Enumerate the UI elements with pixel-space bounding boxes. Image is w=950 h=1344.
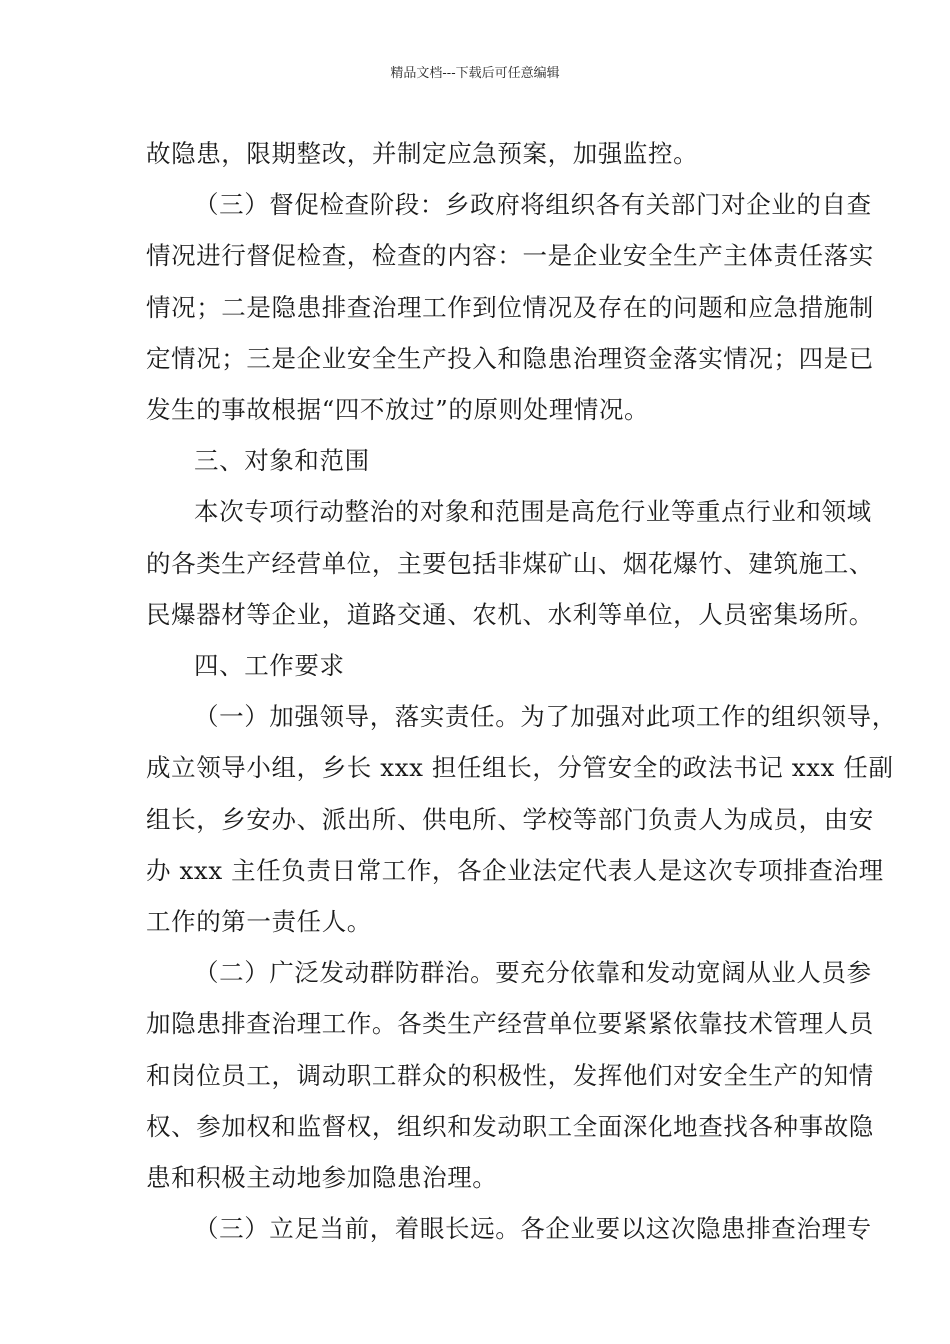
text-line: 工作的第一责任人。 bbox=[146, 907, 372, 937]
text-line: 民爆器材等企业，道路交通、农机、水利等单位，人员密集场所。 bbox=[146, 599, 874, 629]
document-body bbox=[146, 128, 897, 1254]
text-line: 定情况；三是企业安全生产投入和隐患治理资金落实情况；四是已 bbox=[146, 343, 874, 373]
text-line: （三）督促检查阶段：乡政府将组织各有关部门对企业的自查 bbox=[194, 190, 872, 220]
text-line: 组长，乡安办、派出所、供电所、学校等部门负责人为成员，由安 bbox=[146, 804, 874, 834]
text-line: 的各类生产经营单位，主要包括非煤矿山、烟花爆竹、建筑施工、 bbox=[146, 548, 874, 578]
section-heading: 四、工作要求 bbox=[194, 651, 345, 681]
text-line: 权、参加权和监督权，组织和发动职工全面深化地查找各种事故隐 bbox=[146, 1111, 874, 1141]
text-line: 故隐患，限期整改，并制定应急预案，加强监控。 bbox=[146, 139, 699, 168]
text-line: 情况；二是隐患排查治理工作到位情况及存在的问题和应急措施制 bbox=[146, 292, 874, 322]
text-line: （二）广泛发动群防群治。要充分依靠和发动宽阔从业人员参 bbox=[194, 958, 872, 988]
text-line: 发生的事故根据“四不放过”的原则处理情况。 bbox=[146, 395, 650, 425]
text-line: 患和积极主动地参加隐患治理。 bbox=[146, 1163, 498, 1193]
page-header: 精品文档---下载后可任意编辑 bbox=[390, 66, 560, 81]
section-heading: 三、对象和范围 bbox=[194, 446, 370, 476]
text-line: （三）立足当前，着眼长远。各企业要以这次隐患排查治理专 bbox=[194, 1214, 872, 1244]
text-line: 加隐患排查治理工作。各类生产经营单位要紧紧依靠技术管理人员 bbox=[146, 1009, 874, 1039]
text-line: 和岗位员工，调动职工群众的积极性，发挥他们对安全生产的知情 bbox=[146, 1060, 874, 1090]
text-line: 情况进行督促检查，检查的内容：一是企业安全生产主体责任落实 bbox=[146, 241, 874, 271]
text-line: （一）加强领导，落实责任。为了加强对此项工作的组织领导， bbox=[194, 702, 897, 732]
text-line: 成立领导小组，乡长 xxx 担任组长，分管安全的政法书记 xxx 任副 bbox=[146, 753, 894, 783]
text-line: 本次专项行动整治的对象和范围是高危行业等重点行业和领域 bbox=[194, 497, 872, 527]
text-line: 办 xxx 主任负责日常工作，各企业法定代表人是这次专项排查治理 bbox=[146, 855, 884, 885]
